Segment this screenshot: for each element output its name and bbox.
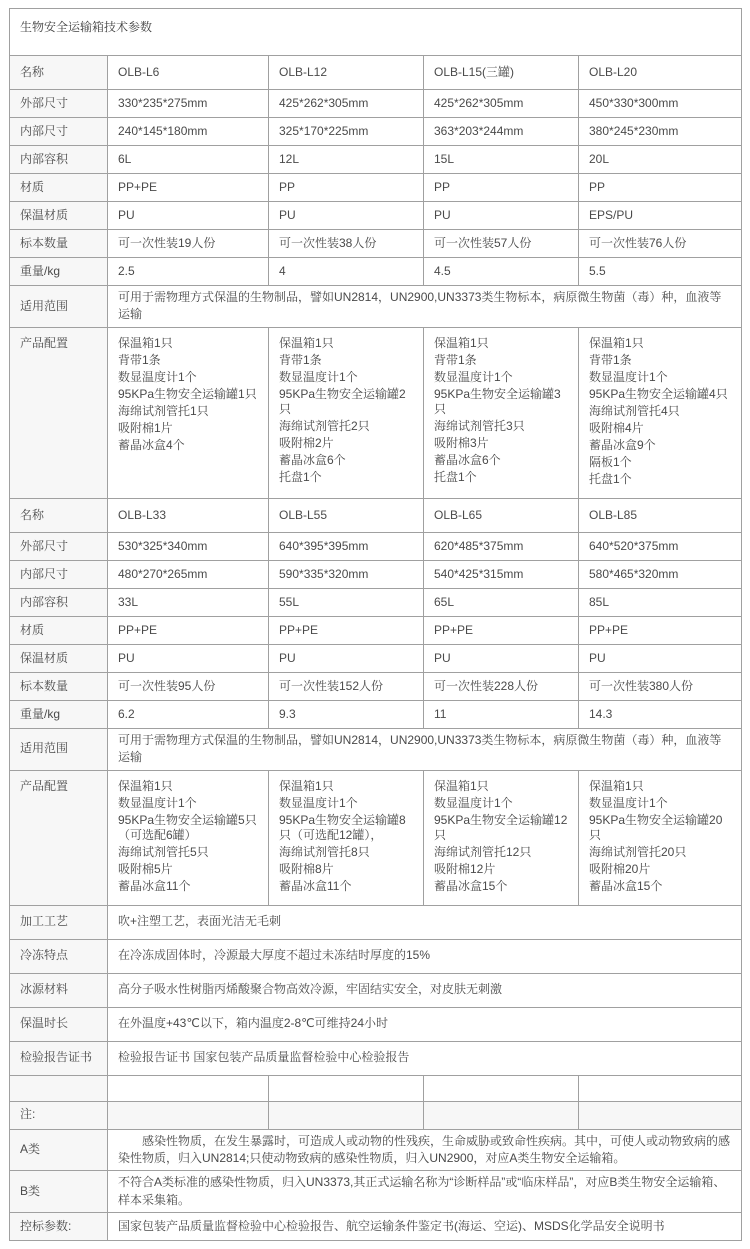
config-item: 托盘1个 bbox=[589, 471, 632, 486]
config-item: 95KPa生物安全运输罐8只（可选配12罐）， bbox=[279, 812, 406, 842]
cell-insulation-material-2-col3: PU bbox=[424, 644, 579, 672]
config-item: 95KPa生物安全运输罐4只 bbox=[589, 386, 728, 401]
row-label-material-2: 材质 bbox=[10, 616, 108, 644]
config-item: 数显温度计1个 bbox=[279, 369, 358, 384]
cell-insulation-material-2-col1: PU bbox=[108, 644, 269, 672]
cell-name-1-col4: OLB-L20 bbox=[579, 56, 742, 90]
cell-internal-size-1-col3: 363*203*244mm bbox=[424, 118, 579, 146]
spec-table bbox=[9, 8, 742, 1241]
cell-specimen-capacity-2-col2: 可一次性装152人份 bbox=[269, 672, 424, 700]
config-item: 吸附棉3片 bbox=[434, 435, 489, 450]
cell-name-1-col2: OLB-L12 bbox=[269, 56, 424, 90]
row-label-name-1: 名称 bbox=[10, 56, 108, 90]
cell-material-1-col1: PP+PE bbox=[108, 174, 269, 202]
config-item: 数显温度计1个 bbox=[589, 795, 668, 810]
config-item: 保温箱1只 bbox=[279, 335, 334, 350]
cell-note-col2 bbox=[269, 1101, 424, 1129]
row-value-processing-technology: 吹+注塑工艺，表面光洁无毛刺 bbox=[108, 905, 742, 939]
cell-product-configuration-1-col1 bbox=[108, 327, 269, 498]
cell-spacer-col2 bbox=[269, 1075, 424, 1101]
table-row-freezing-feature bbox=[10, 939, 742, 973]
cell-material-2-col4: PP+PE bbox=[579, 616, 742, 644]
cell-spacer-col1 bbox=[108, 1075, 269, 1101]
cell-external-size-2-col4: 640*520*375mm bbox=[579, 532, 742, 560]
cell-note-col3 bbox=[424, 1101, 579, 1129]
config-item: 保温箱1只 bbox=[434, 778, 489, 793]
row-label-product-configuration-1: 产品配置 bbox=[10, 327, 108, 498]
cell-external-size-2-col3: 620*485*375mm bbox=[424, 532, 579, 560]
cell-internal-size-1-col2: 325*170*225mm bbox=[269, 118, 424, 146]
row-label-insulation-material-2: 保温材质 bbox=[10, 644, 108, 672]
table-row-external-size-1 bbox=[10, 90, 742, 118]
cell-product-configuration-1-col2 bbox=[269, 327, 424, 498]
table-row-specimen-capacity-1 bbox=[10, 230, 742, 258]
cell-note-col4 bbox=[579, 1101, 742, 1129]
row-label-control-parameters: 控标参数: bbox=[10, 1213, 108, 1241]
config-item: 海绵试剂管托1只 bbox=[118, 403, 209, 418]
table-row-application-range-2 bbox=[10, 728, 742, 770]
cell-specimen-capacity-1-col2: 可一次性装38人份 bbox=[269, 230, 424, 258]
config-item: 95KPa生物安全运输罐20只 bbox=[589, 812, 723, 842]
cell-weight-2-col1: 6.2 bbox=[108, 700, 269, 728]
config-item: 吸附棉1片 bbox=[118, 420, 173, 435]
config-item: 95KPa生物安全运输罐5只（可选配6罐） bbox=[118, 812, 257, 842]
row-label-application-range-2: 适用范围 bbox=[10, 728, 108, 770]
row-value-inspection-report: 检验报告证书 国家包装产品质量监督检验中心检验报告 bbox=[108, 1041, 742, 1075]
config-item: 数显温度计1个 bbox=[118, 369, 197, 384]
config-item: 蓄晶冰盒11个 bbox=[118, 878, 191, 893]
table-row-title bbox=[10, 9, 742, 56]
config-item: 蓄晶冰盒6个 bbox=[434, 452, 501, 467]
row-label-insulation-duration: 保温时长 bbox=[10, 1007, 108, 1041]
config-item: 海绵试剂管托2只 bbox=[279, 418, 370, 433]
row-label-internal-volume-1: 内部容积 bbox=[10, 146, 108, 174]
cell-insulation-material-1-col3: PU bbox=[424, 202, 579, 230]
cell-internal-volume-2-col3: 65L bbox=[424, 588, 579, 616]
cell-weight-1-col2: 4 bbox=[269, 258, 424, 286]
config-item: 吸附棉4片 bbox=[589, 420, 644, 435]
table-row-internal-size-1 bbox=[10, 118, 742, 146]
config-item: 海绵试剂管托3只 bbox=[434, 418, 525, 433]
config-item: 蓄晶冰盒15个 bbox=[589, 878, 663, 893]
cell-product-configuration-2-col2 bbox=[269, 770, 424, 905]
row-value-class-b: 不符合A类标准的感染性物质，归入UN3373,其正式运输名称为“诊断样品”或“临床样品”，对应B类生物安全运输箱、样本采集箱。 bbox=[108, 1171, 742, 1213]
cell-external-size-1-col3: 425*262*305mm bbox=[424, 90, 579, 118]
config-item: 保温箱1只 bbox=[118, 335, 173, 350]
row-label-external-size-1: 外部尺寸 bbox=[10, 90, 108, 118]
config-item: 海绵试剂管托20只 bbox=[589, 844, 687, 859]
cell-product-configuration-2-col1 bbox=[108, 770, 269, 905]
config-item: 95KPa生物安全运输罐2只 bbox=[279, 386, 406, 416]
cell-weight-1-col1: 2.5 bbox=[108, 258, 269, 286]
cell-material-1-col3: PP bbox=[424, 174, 579, 202]
row-label-weight-1: 重量/kg bbox=[10, 258, 108, 286]
cell-insulation-material-1-col2: PU bbox=[269, 202, 424, 230]
table-row-class-b bbox=[10, 1171, 742, 1213]
cell-material-2-col2: PP+PE bbox=[269, 616, 424, 644]
table-row-class-a bbox=[10, 1129, 742, 1171]
cell-insulation-material-2-col4: PU bbox=[579, 644, 742, 672]
config-item: 蓄晶冰盒4个 bbox=[118, 437, 185, 452]
table-row-weight-2 bbox=[10, 700, 742, 728]
cell-internal-volume-2-col2: 55L bbox=[269, 588, 424, 616]
page-title: 生物安全运输箱技术参数 bbox=[10, 9, 742, 56]
cell-weight-2-col3: 11 bbox=[424, 700, 579, 728]
cell-internal-size-1-col4: 380*245*230mm bbox=[579, 118, 742, 146]
cell-note-col1 bbox=[108, 1101, 269, 1129]
table-row-inspection-report bbox=[10, 1041, 742, 1075]
cell-name-1-col3: OLB-L15(三罐) bbox=[424, 56, 579, 90]
row-label-name-2: 名称 bbox=[10, 498, 108, 532]
table-row-application-range-1 bbox=[10, 286, 742, 328]
table-row-name-2 bbox=[10, 498, 742, 532]
cell-product-configuration-1-col3 bbox=[424, 327, 579, 498]
row-label-internal-volume-2: 内部容积 bbox=[10, 588, 108, 616]
config-item: 数显温度计1个 bbox=[434, 369, 513, 384]
config-item: 吸附棉2片 bbox=[279, 435, 334, 450]
config-item: 吸附棉5片 bbox=[118, 861, 173, 876]
table-row-internal-size-2 bbox=[10, 560, 742, 588]
config-item: 吸附棉8片 bbox=[279, 861, 334, 876]
table-row-product-configuration-1 bbox=[10, 327, 742, 498]
cell-external-size-1-col4: 450*330*300mm bbox=[579, 90, 742, 118]
config-item: 数显温度计1个 bbox=[434, 795, 513, 810]
row-label-material-1: 材质 bbox=[10, 174, 108, 202]
cell-name-2-col3: OLB-L65 bbox=[424, 498, 579, 532]
cell-material-1-col4: PP bbox=[579, 174, 742, 202]
cell-internal-size-2-col2: 590*335*320mm bbox=[269, 560, 424, 588]
row-label-insulation-material-1: 保温材质 bbox=[10, 202, 108, 230]
cell-product-configuration-2-col3 bbox=[424, 770, 579, 905]
config-item: 海绵试剂管托8只 bbox=[279, 844, 370, 859]
table-row-insulation-duration bbox=[10, 1007, 742, 1041]
row-value-ice-source-material: 高分子吸水性树脂丙烯酸聚合物高效冷源，牢固结实安全，对皮肤无刺激 bbox=[108, 973, 742, 1007]
cell-internal-volume-2-col4: 85L bbox=[579, 588, 742, 616]
cell-internal-volume-1-col2: 12L bbox=[269, 146, 424, 174]
cell-material-2-col1: PP+PE bbox=[108, 616, 269, 644]
config-item: 托盘1个 bbox=[279, 469, 322, 484]
row-value-application-range-1: 可用于需物理方式保温的生物制品，譬如UN2814，UN2900,UN3373类生物标本，病原微生物菌（毒）种，血液等运输 bbox=[108, 286, 742, 328]
row-value-control-parameters: 国家包装产品质量监督检验中心检验报告、航空运输条件鉴定书(海运、空运)、MSDS化学品安全说明书 bbox=[108, 1213, 742, 1241]
spec-table-body bbox=[10, 9, 742, 1241]
config-item: 吸附棉20片 bbox=[589, 861, 651, 876]
cell-name-2-col4: OLB-L85 bbox=[579, 498, 742, 532]
cell-internal-volume-1-col1: 6L bbox=[108, 146, 269, 174]
config-item: 95KPa生物安全运输罐12只 bbox=[434, 812, 568, 842]
cell-internal-volume-2-col1: 33L bbox=[108, 588, 269, 616]
cell-insulation-material-2-col2: PU bbox=[269, 644, 424, 672]
cell-spacer-col3 bbox=[424, 1075, 579, 1101]
table-row-spacer bbox=[10, 1075, 742, 1101]
cell-specimen-capacity-1-col4: 可一次性装76人份 bbox=[579, 230, 742, 258]
config-item: 托盘1个 bbox=[434, 469, 477, 484]
cell-specimen-capacity-2-col3: 可一次性装228人份 bbox=[424, 672, 579, 700]
config-item: 海绵试剂管托4只 bbox=[589, 403, 680, 418]
config-item: 蓄晶冰盒9个 bbox=[589, 437, 656, 452]
table-row-name-1 bbox=[10, 56, 742, 90]
config-item: 95KPa生物安全运输罐1只 bbox=[118, 386, 257, 401]
row-label-product-configuration-2: 产品配置 bbox=[10, 770, 108, 905]
cell-product-configuration-1-col4 bbox=[579, 327, 742, 498]
cell-external-size-2-col1: 530*325*340mm bbox=[108, 532, 269, 560]
config-item: 背带1条 bbox=[279, 352, 322, 367]
cell-weight-2-col2: 9.3 bbox=[269, 700, 424, 728]
cell-specimen-capacity-1-col3: 可一次性装57人份 bbox=[424, 230, 579, 258]
cell-insulation-material-1-col4: EPS/PU bbox=[579, 202, 742, 230]
cell-specimen-capacity-1-col1: 可一次性装19人份 bbox=[108, 230, 269, 258]
row-label-weight-2: 重量/kg bbox=[10, 700, 108, 728]
config-item: 蓄晶冰盒11个 bbox=[279, 878, 352, 893]
table-row-weight-1 bbox=[10, 258, 742, 286]
config-item: 背带1条 bbox=[434, 352, 477, 367]
table-row-ice-source-material bbox=[10, 973, 742, 1007]
row-label-class-b: B类 bbox=[10, 1171, 108, 1213]
table-row-internal-volume-1 bbox=[10, 146, 742, 174]
row-label-inspection-report: 检验报告证书 bbox=[10, 1041, 108, 1075]
row-value-freezing-feature: 在冷冻成固体时，冷源最大厚度不超过未冻结时厚度的15% bbox=[108, 939, 742, 973]
row-value-application-range-2: 可用于需物理方式保温的生物制品，譬如UN2814，UN2900,UN3373类生物标本，病原微生物菌（毒）种，血液等运输 bbox=[108, 728, 742, 770]
table-row-processing-technology bbox=[10, 905, 742, 939]
config-item: 数显温度计1个 bbox=[589, 369, 668, 384]
config-item: 背带1条 bbox=[118, 352, 161, 367]
config-item: 蓄晶冰盒15个 bbox=[434, 878, 508, 893]
config-item: 保温箱1只 bbox=[118, 778, 173, 793]
table-row-specimen-capacity-2 bbox=[10, 672, 742, 700]
config-item: 海绵试剂管托5只 bbox=[118, 844, 209, 859]
table-row-insulation-material-1 bbox=[10, 202, 742, 230]
config-item: 数显温度计1个 bbox=[118, 795, 197, 810]
config-item: 海绵试剂管托12只 bbox=[434, 844, 532, 859]
row-label-specimen-capacity-2: 标本数量 bbox=[10, 672, 108, 700]
cell-internal-size-1-col1: 240*145*180mm bbox=[108, 118, 269, 146]
config-item: 保温箱1只 bbox=[589, 778, 644, 793]
cell-internal-size-2-col4: 580*465*320mm bbox=[579, 560, 742, 588]
config-item: 背带1条 bbox=[589, 352, 632, 367]
config-item: 95KPa生物安全运输罐3只 bbox=[434, 386, 561, 416]
cell-weight-1-col3: 4.5 bbox=[424, 258, 579, 286]
table-row-insulation-material-2 bbox=[10, 644, 742, 672]
row-label-freezing-feature: 冷冻特点 bbox=[10, 939, 108, 973]
row-value-insulation-duration: 在外温度+43℃以下，箱内温度2-8℃可维持24小时 bbox=[108, 1007, 742, 1041]
table-row-external-size-2 bbox=[10, 532, 742, 560]
cell-material-2-col3: PP+PE bbox=[424, 616, 579, 644]
table-row-internal-volume-2 bbox=[10, 588, 742, 616]
row-label-internal-size-1: 内部尺寸 bbox=[10, 118, 108, 146]
cell-external-size-1-col1: 330*235*275mm bbox=[108, 90, 269, 118]
cell-external-size-2-col2: 640*395*395mm bbox=[269, 532, 424, 560]
row-label-specimen-capacity-1: 标本数量 bbox=[10, 230, 108, 258]
cell-material-1-col2: PP bbox=[269, 174, 424, 202]
table-row-material-2 bbox=[10, 616, 742, 644]
config-item: 保温箱1只 bbox=[279, 778, 334, 793]
cell-internal-volume-1-col3: 15L bbox=[424, 146, 579, 174]
cell-spacer-col4 bbox=[579, 1075, 742, 1101]
cell-name-1-col1: OLB-L6 bbox=[108, 56, 269, 90]
config-item: 数显温度计1个 bbox=[279, 795, 358, 810]
table-row-control-parameters bbox=[10, 1213, 742, 1241]
cell-internal-volume-1-col4: 20L bbox=[579, 146, 742, 174]
config-item: 隔板1个 bbox=[589, 454, 632, 469]
config-item: 保温箱1只 bbox=[589, 335, 644, 350]
table-row-note bbox=[10, 1101, 742, 1129]
row-label-class-a: A类 bbox=[10, 1129, 108, 1171]
cell-insulation-material-1-col1: PU bbox=[108, 202, 269, 230]
row-label-external-size-2: 外部尺寸 bbox=[10, 532, 108, 560]
cell-internal-size-2-col3: 540*425*315mm bbox=[424, 560, 579, 588]
row-label-spacer bbox=[10, 1075, 108, 1101]
config-item: 吸附棉12片 bbox=[434, 861, 496, 876]
cell-external-size-1-col2: 425*262*305mm bbox=[269, 90, 424, 118]
row-label-ice-source-material: 冰源材料 bbox=[10, 973, 108, 1007]
row-value-class-a: 感染性物质，在发生暴露时，可造成人或动物的性残疾，生命威胁或致命性疾病。其中，可使人或动物致病的感染性物质，归入UN2814;只使动物致病的感染性物质，归入UN2900，对应A类生物安全运输箱。 bbox=[108, 1129, 742, 1171]
config-item: 保温箱1只 bbox=[434, 335, 489, 350]
row-label-processing-technology: 加工工艺 bbox=[10, 905, 108, 939]
table-row-product-configuration-2 bbox=[10, 770, 742, 905]
config-item: 蓄晶冰盒6个 bbox=[279, 452, 346, 467]
cell-product-configuration-2-col4 bbox=[579, 770, 742, 905]
cell-name-2-col1: OLB-L33 bbox=[108, 498, 269, 532]
cell-weight-2-col4: 14.3 bbox=[579, 700, 742, 728]
table-row-material-1 bbox=[10, 174, 742, 202]
cell-name-2-col2: OLB-L55 bbox=[269, 498, 424, 532]
cell-internal-size-2-col1: 480*270*265mm bbox=[108, 560, 269, 588]
cell-specimen-capacity-2-col1: 可一次性装95人份 bbox=[108, 672, 269, 700]
row-label-application-range-1: 适用范围 bbox=[10, 286, 108, 328]
row-label-note: 注: bbox=[10, 1101, 108, 1129]
cell-specimen-capacity-2-col4: 可一次性装380人份 bbox=[579, 672, 742, 700]
cell-weight-1-col4: 5.5 bbox=[579, 258, 742, 286]
row-label-internal-size-2: 内部尺寸 bbox=[10, 560, 108, 588]
